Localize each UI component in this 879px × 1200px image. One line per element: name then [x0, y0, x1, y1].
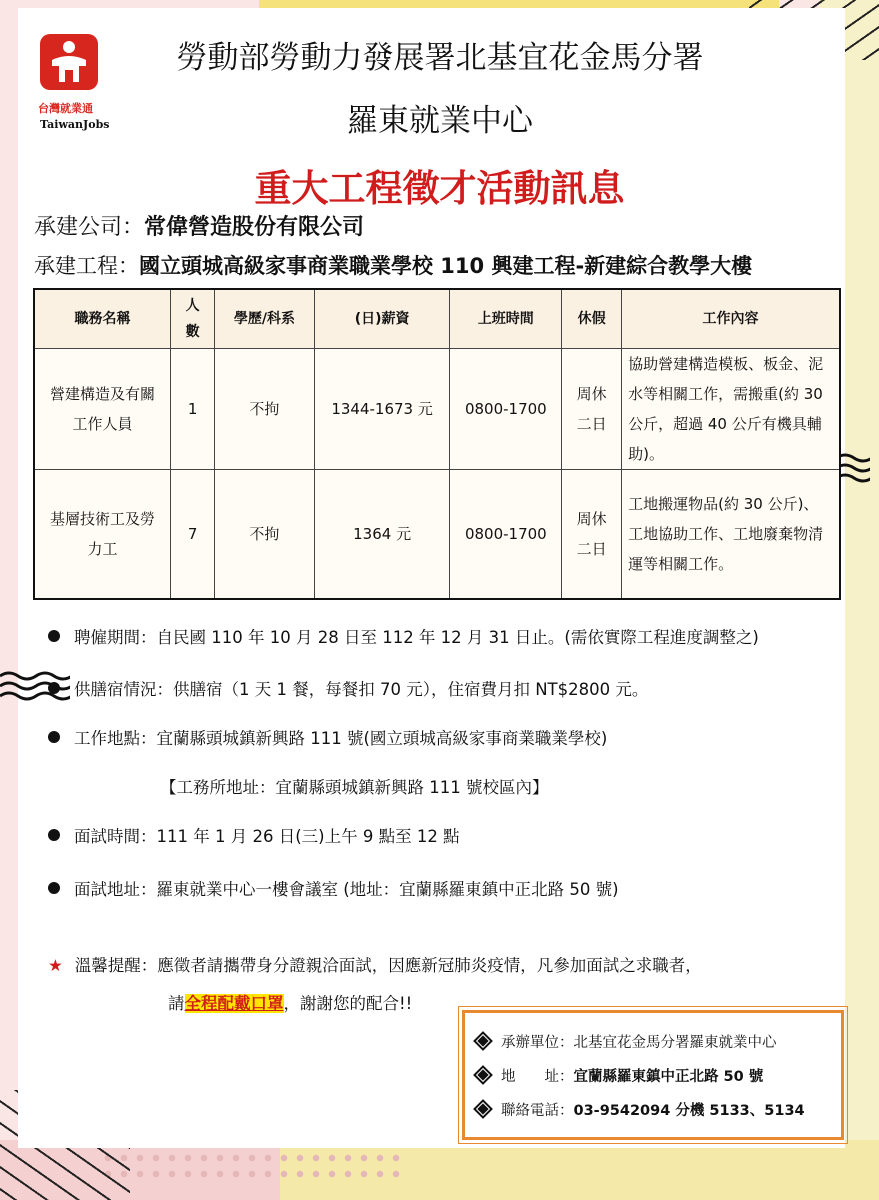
contractor-name: 常偉營造股份有限公司 — [144, 215, 365, 240]
project-name: 國立頭城高級家事商業職業學校 110 興建工程-新建綜合教學大樓 — [139, 254, 753, 278]
info-site-office: 【工務所地址：宜蘭縣頭城鎮新興路 111 號校區內】 — [160, 778, 549, 797]
contractor-label: 承建公司： — [34, 215, 145, 240]
logo-text-cn: 台灣就業通 — [38, 102, 93, 115]
info-location-text: 工作地點：宜蘭縣頭城鎮新興路 111 號(國立頭城高級家事商業職業學校) — [74, 729, 608, 748]
table-row — [34, 349, 840, 470]
org-title: 勞動部勞動力發展署北基宜花金馬分署 — [176, 40, 704, 76]
info-meals-text: 供膳宿情況：供膳宿（1 天 1 餐，每餐扣 70 元），住宿費月扣 NT$2800 元。 — [74, 680, 649, 699]
job-holiday: 周休二日 — [562, 349, 622, 470]
contact-box — [462, 1010, 844, 1140]
contact-address — [479, 1065, 763, 1086]
project-line — [34, 250, 752, 280]
info-interview-place-text: 面試地址：羅東就業中心一樓會議室 (地址：宜蘭縣羅東鎮中正北路 50 號) — [74, 880, 619, 899]
info-interview-time-text: 面試時間：111 年 1 月 26 日(三)上午 9 點至 12 點 — [74, 827, 460, 846]
header-hours: 上班時間 — [450, 289, 562, 349]
bullet-icon — [48, 829, 60, 841]
logo-text-en: TaiwanJobs — [40, 118, 110, 131]
taiwanjobs-logo — [24, 30, 114, 140]
bullet-icon — [48, 682, 60, 694]
job-education: 不拘 — [215, 470, 315, 600]
job-education: 不拘 — [215, 349, 315, 470]
job-content: 工地搬運物品(約 30 公斤)、工地協助工作、工地廢棄物清運等相關工作。 — [622, 470, 840, 600]
diamond-bullet-icon — [477, 1103, 488, 1114]
info-period-text: 聘僱期間：自民國 110 年 10 月 28 日至 112 年 12 月 31 日止。(需依實際工程進度調整之) — [74, 628, 759, 647]
contractor-line — [34, 210, 364, 241]
table-header-row — [34, 289, 840, 349]
job-content: 協助營建構造模板、板金、泥水等相關工作，需搬重(約 30 公斤，超過 40 公斤有機具輔助)。 — [622, 349, 840, 470]
job-wage: 1364 元 — [314, 470, 450, 600]
header-holiday: 休假 — [562, 289, 622, 349]
table-row — [34, 470, 840, 600]
phone-text: 03-9542094 分機 5133、5134 — [573, 1103, 805, 1119]
job-count: 1 — [171, 349, 215, 470]
job-table — [33, 288, 841, 600]
job-hours: 0800-1700 — [450, 349, 562, 470]
info-reminder — [48, 952, 702, 976]
address-text: 宜蘭縣羅東鎮中正北路 50 號 — [573, 1069, 764, 1085]
bullet-icon — [48, 630, 60, 642]
job-wage: 1344-1673 元 — [314, 349, 450, 470]
info-reminder-text: 溫馨提醒：應徵者請攜帶身分證親洽面試，因應新冠肺炎疫情，凡參加面試之求職者， — [74, 956, 702, 975]
event-headline: 重大工程徵才活動訊息 — [254, 167, 625, 210]
diamond-bullet-icon — [477, 1035, 488, 1046]
job-hours: 0800-1700 — [450, 470, 562, 600]
star-icon: ★ — [48, 956, 63, 975]
header-education: 學歷/科系 — [215, 289, 315, 349]
reminder-prefix: 請 — [168, 994, 185, 1013]
info-meals — [48, 676, 648, 700]
contact-phone — [479, 1099, 805, 1120]
header-wage: (日)薪資 — [314, 289, 450, 349]
header-title: 職務名稱 — [34, 289, 171, 349]
info-period — [48, 624, 759, 648]
bullet-icon — [48, 731, 60, 743]
address-label: 地 址： — [501, 1069, 574, 1085]
info-location — [48, 725, 607, 749]
job-count: 7 — [171, 470, 215, 600]
mask-highlight: 全程配戴口罩 — [184, 994, 284, 1013]
phone-label: 聯絡電話： — [501, 1103, 574, 1119]
center-title: 羅東就業中心 — [347, 103, 533, 139]
diamond-bullet-icon — [477, 1069, 488, 1080]
header-count: 人數 — [171, 289, 215, 349]
bullet-icon — [48, 882, 60, 894]
info-interview-time — [48, 823, 460, 847]
organizer-text: 承辦單位：北基宜花金馬分署羅東就業中心 — [501, 1035, 777, 1051]
reminder-suffix: ，謝謝您的配合!! — [283, 994, 413, 1013]
info-reminder-mask — [168, 990, 412, 1014]
info-interview-place — [48, 876, 619, 900]
job-title: 基層技術工及勞力工 — [34, 470, 171, 600]
job-title: 營建構造及有關工作人員 — [34, 349, 171, 470]
contact-organizer — [479, 1031, 777, 1052]
project-label: 承建工程： — [34, 254, 139, 278]
header-content: 工作內容 — [622, 289, 840, 349]
decorative-dots — [100, 1150, 400, 1182]
job-holiday: 周休二日 — [562, 470, 622, 600]
taiwanjobs-logo-icon — [24, 30, 114, 100]
